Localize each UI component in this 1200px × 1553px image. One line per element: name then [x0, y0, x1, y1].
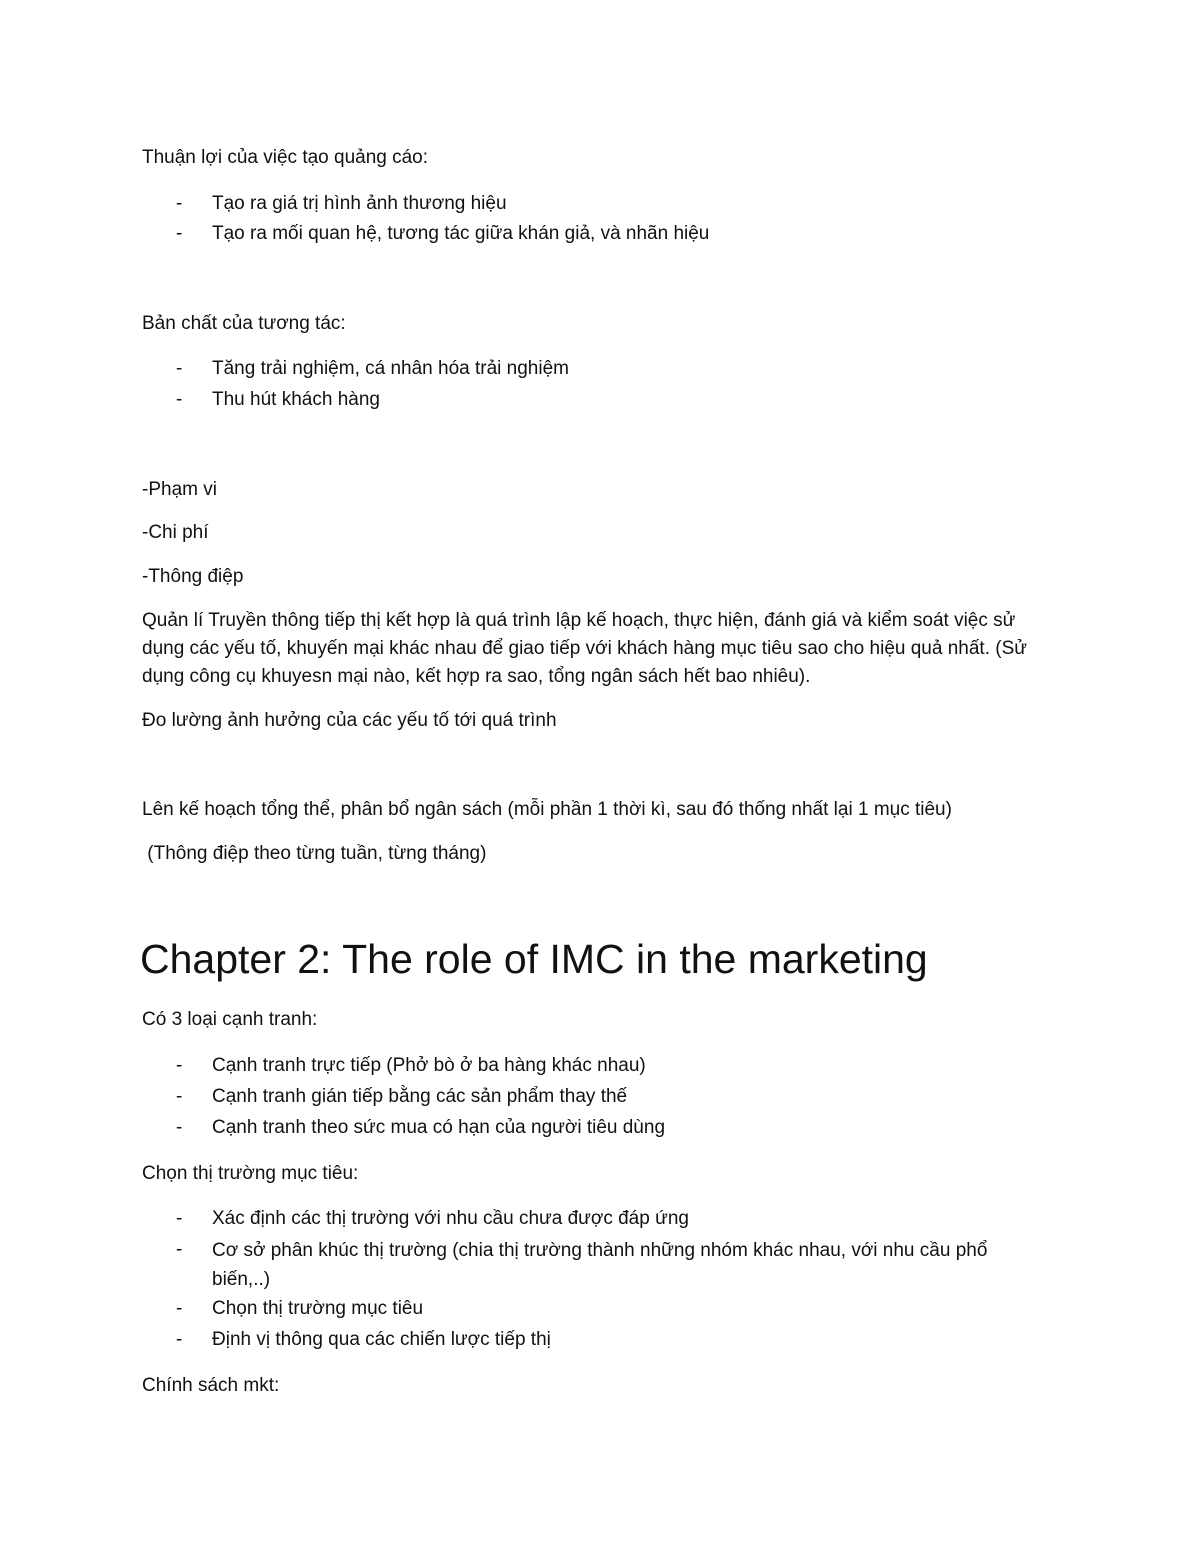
target-market-heading: Chọn thị trường mục tiêu:	[142, 1163, 359, 1184]
list-item: Định vị thông qua các chiến lược tiếp thị	[212, 1329, 551, 1350]
list-item: Tạo ra giá trị hình ảnh thương hiệu	[212, 193, 507, 214]
list-bullet: -	[176, 1117, 183, 1138]
list-bullet: -	[176, 193, 183, 214]
imc-definition-paragraph: Quản lí Truyền thông tiếp thị kết hợp là quá trình lập kế hoạch, thực hiện, đánh giá và kiểm soát việc sử dụng các yếu tố, khuyến mại khác nhau để giao tiếp với khách hàng mục tiêu sao cho hiệu quả nhất. (Sử dụng công cụ khuyesn mại nào, kết hợp ra sao, tổng ngân sách hết bao nhiêu).	[142, 610, 1027, 687]
list-bullet: -	[176, 1086, 183, 1107]
plan-line: Lên kế hoạch tổng thể, phân bổ ngân sách (mỗi phần 1 thời kì, sau đó thống nhất lại 1 mục tiêu)	[142, 799, 952, 820]
list-bullet: -	[176, 1055, 183, 1076]
competition-heading: Có 3 loại cạnh tranh:	[142, 1009, 318, 1030]
message-line: (Thông điệp theo từng tuần, từng tháng)	[142, 843, 487, 864]
marketing-policy-heading: Chính sách mkt:	[142, 1375, 280, 1396]
dash-line-cost: -Chi phí	[142, 522, 209, 543]
list-bullet: -	[176, 358, 183, 379]
list-item: Xác định các thị trường với nhu cầu chưa được đáp ứng	[212, 1208, 689, 1229]
dash-line-message: -Thông điệp	[142, 566, 244, 587]
list-item: Tạo ra mối quan hệ, tương tác giữa khán giả, và nhãn hiệu	[212, 223, 710, 244]
list-bullet: -	[176, 1239, 183, 1260]
dash-line-scope: -Phạm vi	[142, 479, 217, 500]
list-item: Tăng trải nghiệm, cá nhân hóa trải nghiệm	[212, 358, 569, 379]
list-item: Cạnh tranh trực tiếp (Phở bò ở ba hàng khác nhau)	[212, 1055, 646, 1076]
list-item: Cơ sở phân khúc thị trường (chia thị trường thành những nhóm khác nhau, với nhu cầu phổ biến,..)	[212, 1240, 988, 1290]
interaction-nature-heading: Bản chất của tương tác:	[142, 313, 346, 334]
chapter-title: Chapter 2: The role of IMC in the marketing	[140, 936, 928, 982]
list-bullet: -	[176, 1208, 183, 1229]
list-item: Cạnh tranh gián tiếp bằng các sản phẩm thay thế	[212, 1086, 628, 1107]
measure-line: Đo lường ảnh hưởng của các yếu tố tới quá trình	[142, 710, 557, 731]
list-bullet: -	[176, 223, 183, 244]
list-bullet: -	[176, 389, 183, 410]
list-item: Thu hút khách hàng	[212, 389, 380, 410]
list-bullet: -	[176, 1298, 183, 1319]
list-item: Cạnh tranh theo sức mua có hạn của người tiêu dùng	[212, 1117, 666, 1138]
list-item: Chọn thị trường mục tiêu	[212, 1298, 424, 1319]
list-bullet: -	[176, 1329, 183, 1350]
advantages-heading: Thuận lợi của việc tạo quảng cáo:	[142, 147, 429, 168]
